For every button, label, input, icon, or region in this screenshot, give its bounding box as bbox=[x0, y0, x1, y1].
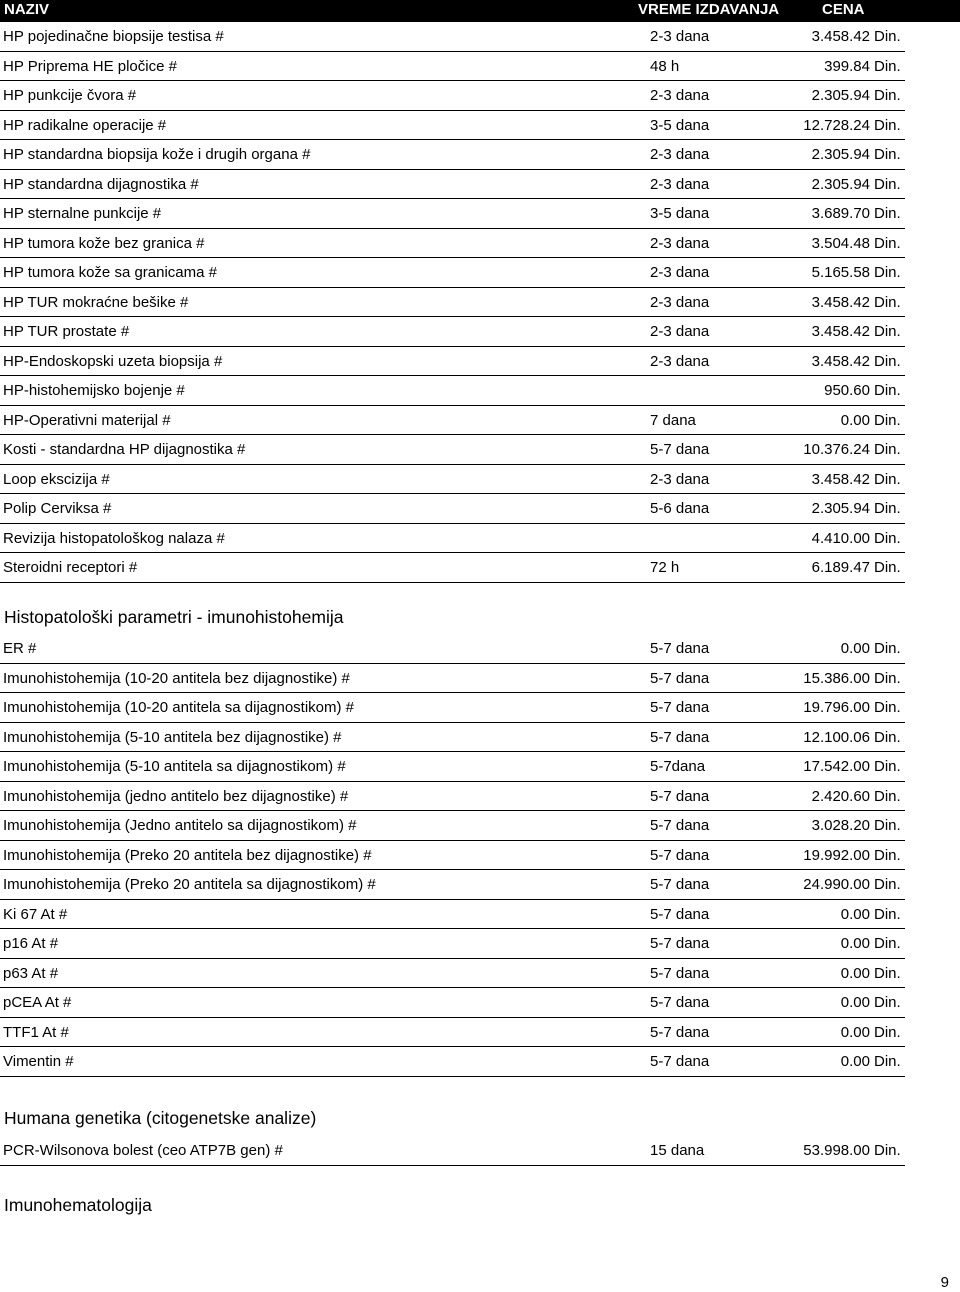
row-price: 2.305.94 bbox=[811, 500, 870, 517]
row-price: 2.420.60 bbox=[811, 787, 870, 805]
row-name: pCEA At # bbox=[3, 994, 72, 1011]
row-name: Polip Cerviksa # bbox=[3, 500, 112, 517]
row-currency: Din. bbox=[874, 323, 901, 340]
row-time: 48 h bbox=[650, 57, 680, 75]
row-currency: Din. bbox=[874, 382, 901, 399]
row-name: HP radikalne operacije # bbox=[3, 116, 167, 134]
row-name: HP pojedinačne biopsije testisa # bbox=[3, 28, 224, 45]
row-time: 5-7 dana bbox=[650, 817, 710, 834]
row-price: 3.458.42 bbox=[811, 352, 870, 370]
row-currency: Din. bbox=[874, 146, 901, 163]
row-time: 5-7 dana bbox=[650, 640, 710, 657]
row-name: Steroidni receptori # bbox=[3, 559, 138, 576]
row-name: HP Priprema HE pločice # bbox=[3, 57, 177, 75]
row-time: 5-7 dana bbox=[650, 787, 710, 805]
column-header-price: CENA bbox=[822, 1, 865, 18]
row-currency: Din. bbox=[874, 264, 901, 281]
row-divider bbox=[0, 1165, 905, 1166]
row-currency: Din. bbox=[874, 876, 901, 893]
row-price: 10.376.24 bbox=[803, 441, 870, 458]
table-row bbox=[0, 841, 960, 871]
row-name: Kosti - standardna HP dijagnostika # bbox=[3, 441, 246, 458]
row-currency: Din. bbox=[874, 352, 901, 370]
row-price: 2.305.94 bbox=[811, 87, 870, 104]
table-row bbox=[0, 111, 960, 141]
row-price: 3.504.48 bbox=[811, 234, 870, 252]
section-title: Imunohematologija bbox=[4, 1195, 152, 1215]
row-currency: Din. bbox=[874, 846, 901, 864]
row-currency: Din. bbox=[874, 116, 901, 134]
table-row bbox=[0, 1018, 960, 1048]
table-row bbox=[0, 988, 960, 1018]
row-time: 2-3 dana bbox=[650, 470, 710, 488]
table-row bbox=[0, 900, 960, 930]
table-row bbox=[0, 81, 960, 111]
table-row bbox=[0, 229, 960, 259]
table-row bbox=[0, 435, 960, 465]
row-divider bbox=[0, 582, 905, 583]
row-time: 5-7 dana bbox=[650, 1053, 710, 1070]
row-price: 399.84 bbox=[824, 57, 870, 75]
table-row bbox=[0, 22, 960, 52]
row-price: 950.60 bbox=[824, 382, 870, 399]
row-time: 5-7dana bbox=[650, 758, 706, 775]
row-time: 2-3 dana bbox=[650, 175, 710, 193]
row-price: 0.00 bbox=[840, 935, 870, 952]
table-row bbox=[0, 347, 960, 377]
row-name: PCR-Wilsonova bolest (ceo ATP7B gen) # bbox=[3, 1142, 283, 1159]
row-currency: Din. bbox=[874, 817, 901, 834]
table-row bbox=[0, 258, 960, 288]
row-name: Revizija histopatološkog nalaza # bbox=[3, 529, 225, 547]
row-price: 3.458.42 bbox=[811, 323, 870, 340]
row-price: 24.990.00 bbox=[803, 876, 870, 893]
table-row bbox=[0, 752, 960, 782]
row-time: 2-3 dana bbox=[650, 323, 710, 340]
row-currency: Din. bbox=[874, 1142, 901, 1159]
table-row bbox=[0, 288, 960, 318]
row-price: 3.689.70 bbox=[811, 205, 870, 222]
row-time: 5-7 dana bbox=[650, 994, 710, 1011]
row-name: TTF1 At # bbox=[3, 1023, 69, 1041]
table-row bbox=[0, 317, 960, 347]
row-price: 6.189.47 bbox=[811, 559, 870, 576]
row-currency: Din. bbox=[874, 28, 901, 45]
row-time: 2-3 dana bbox=[650, 293, 710, 311]
table-row bbox=[0, 199, 960, 229]
row-name: HP tumora kože sa granicama # bbox=[3, 264, 217, 281]
table-row bbox=[0, 929, 960, 959]
row-time: 2-3 dana bbox=[650, 352, 710, 370]
row-time: 5-7 dana bbox=[650, 1023, 710, 1041]
row-price: 53.998.00 bbox=[803, 1142, 870, 1159]
row-time: 5-7 dana bbox=[650, 905, 710, 923]
row-price: 3.028.20 bbox=[811, 817, 870, 834]
row-name: Imunohistohemija (10-20 antitela bez dijagnostike) # bbox=[3, 669, 350, 687]
row-price: 0.00 bbox=[840, 964, 870, 982]
row-time: 7 dana bbox=[650, 411, 696, 429]
row-time: 5-6 dana bbox=[650, 500, 710, 517]
row-price: 12.100.06 bbox=[803, 728, 870, 746]
row-price: 3.458.42 bbox=[811, 293, 870, 311]
row-name: Imunohistohemija (5-10 antitela bez dijagnostike) # bbox=[3, 728, 342, 746]
row-currency: Din. bbox=[874, 758, 901, 775]
table-row bbox=[0, 494, 960, 524]
row-name: HP sternalne punkcije # bbox=[3, 205, 162, 222]
row-time: 5-7 dana bbox=[650, 728, 710, 746]
row-name: HP punkcije čvora # bbox=[3, 87, 137, 104]
row-currency: Din. bbox=[874, 1023, 901, 1041]
row-name: HP standardna dijagnostika # bbox=[3, 175, 199, 193]
row-name: HP standardna biopsija kože i drugih organa # bbox=[3, 146, 311, 163]
row-price: 0.00 bbox=[840, 411, 870, 429]
row-price: 3.458.42 bbox=[811, 470, 870, 488]
row-price: 0.00 bbox=[840, 905, 870, 923]
table-row bbox=[0, 1136, 960, 1166]
row-currency: Din. bbox=[874, 87, 901, 104]
row-name: HP-Endoskopski uzeta biopsija # bbox=[3, 352, 223, 370]
table-row bbox=[0, 693, 960, 723]
row-currency: Din. bbox=[874, 935, 901, 952]
row-currency: Din. bbox=[874, 905, 901, 923]
row-time: 2-3 dana bbox=[650, 234, 710, 252]
row-name: p16 At # bbox=[3, 935, 59, 952]
row-time: 2-3 dana bbox=[650, 264, 710, 281]
row-time: 5-7 dana bbox=[650, 964, 710, 982]
row-name: Loop ekscizija # bbox=[3, 470, 110, 488]
row-price: 0.00 bbox=[840, 640, 870, 657]
row-name: HP-Operativni materijal # bbox=[3, 411, 171, 429]
row-price: 2.305.94 bbox=[811, 146, 870, 163]
row-currency: Din. bbox=[874, 669, 901, 687]
row-time: 2-3 dana bbox=[650, 28, 710, 45]
row-currency: Din. bbox=[874, 1053, 901, 1070]
table-row bbox=[0, 1047, 960, 1077]
table-row bbox=[0, 524, 960, 554]
row-time: 5-7 dana bbox=[650, 876, 710, 893]
row-currency: Din. bbox=[874, 293, 901, 311]
table-row bbox=[0, 52, 960, 82]
row-name: HP TUR mokraćne bešike # bbox=[3, 293, 189, 311]
row-currency: Din. bbox=[874, 411, 901, 429]
row-currency: Din. bbox=[874, 994, 901, 1011]
row-price: 3.458.42 bbox=[811, 28, 870, 45]
table-row bbox=[0, 140, 960, 170]
row-price: 19.796.00 bbox=[803, 699, 870, 716]
row-currency: Din. bbox=[874, 470, 901, 488]
table-header bbox=[0, 0, 960, 22]
table-row bbox=[0, 811, 960, 841]
row-time: 2-3 dana bbox=[650, 146, 710, 163]
row-time: 2-3 dana bbox=[650, 87, 710, 104]
row-currency: Din. bbox=[874, 559, 901, 576]
row-currency: Din. bbox=[874, 175, 901, 193]
row-divider bbox=[0, 1076, 905, 1077]
row-name: Imunohistohemija (Jedno antitelo sa dijagnostikom) # bbox=[3, 817, 357, 834]
column-header-name: NAZIV bbox=[4, 1, 49, 18]
row-price: 17.542.00 bbox=[803, 758, 870, 775]
row-name: Imunohistohemija (Preko 20 antitela sa dijagnostikom) # bbox=[3, 876, 376, 893]
row-name: Imunohistohemija (Preko 20 antitela bez dijagnostike) # bbox=[3, 846, 372, 864]
table-row bbox=[0, 376, 960, 406]
row-name: HP TUR prostate # bbox=[3, 323, 130, 340]
row-name: Vimentin # bbox=[3, 1053, 74, 1070]
row-price: 0.00 bbox=[840, 994, 870, 1011]
row-currency: Din. bbox=[874, 234, 901, 252]
row-name: Imunohistohemija (jedno antitelo bez dijagnostike) # bbox=[3, 787, 349, 805]
table-row bbox=[0, 465, 960, 495]
row-price: 4.410.00 bbox=[811, 529, 870, 547]
row-time: 5-7 dana bbox=[650, 846, 710, 864]
row-name: Imunohistohemija (5-10 antitela sa dijagnostikom) # bbox=[3, 758, 346, 775]
row-name: Ki 67 At # bbox=[3, 905, 68, 923]
table-row bbox=[0, 553, 960, 583]
row-currency: Din. bbox=[874, 699, 901, 716]
row-price: 2.305.94 bbox=[811, 175, 870, 193]
row-price: 19.992.00 bbox=[803, 846, 870, 864]
section-title: Histopatološki parametri - imunohistohemija bbox=[4, 607, 344, 627]
row-price: 5.165.58 bbox=[811, 264, 870, 281]
row-time: 5-7 dana bbox=[650, 699, 710, 716]
page-number: 9 bbox=[940, 1274, 949, 1291]
row-time: 3-5 dana bbox=[650, 116, 710, 134]
row-currency: Din. bbox=[874, 57, 901, 75]
row-time: 15 dana bbox=[650, 1142, 705, 1159]
row-currency: Din. bbox=[874, 441, 901, 458]
row-price: 15.386.00 bbox=[803, 669, 870, 687]
row-price: 0.00 bbox=[840, 1053, 870, 1070]
row-name: p63 At # bbox=[3, 964, 59, 982]
table-row bbox=[0, 870, 960, 900]
section-title: Humana genetika (citogenetske analize) bbox=[4, 1108, 317, 1128]
table-row bbox=[0, 406, 960, 436]
row-name: Imunohistohemija (10-20 antitela sa dijagnostikom) # bbox=[3, 699, 355, 716]
row-time: 5-7 dana bbox=[650, 669, 710, 687]
table-row bbox=[0, 170, 960, 200]
row-time: 72 h bbox=[650, 559, 680, 576]
table-row bbox=[0, 959, 960, 989]
row-price: 0.00 bbox=[840, 1023, 870, 1041]
row-name: HP tumora kože bez granica # bbox=[3, 234, 205, 252]
row-time: 3-5 dana bbox=[650, 205, 710, 222]
row-time: 5-7 dana bbox=[650, 441, 710, 458]
table-row bbox=[0, 634, 960, 664]
row-currency: Din. bbox=[874, 787, 901, 805]
table-row bbox=[0, 782, 960, 812]
row-name: ER # bbox=[3, 640, 37, 657]
row-time: 5-7 dana bbox=[650, 935, 710, 952]
column-header-time: VREME IZDAVANJA bbox=[638, 1, 780, 18]
row-currency: Din. bbox=[874, 500, 901, 517]
row-currency: Din. bbox=[874, 640, 901, 657]
row-currency: Din. bbox=[874, 964, 901, 982]
table-row bbox=[0, 723, 960, 753]
row-currency: Din. bbox=[874, 205, 901, 222]
row-price: 12.728.24 bbox=[803, 116, 870, 134]
row-currency: Din. bbox=[874, 529, 901, 547]
row-currency: Din. bbox=[874, 728, 901, 746]
row-name: HP-histohemijsko bojenje # bbox=[3, 382, 185, 399]
table-row bbox=[0, 664, 960, 694]
